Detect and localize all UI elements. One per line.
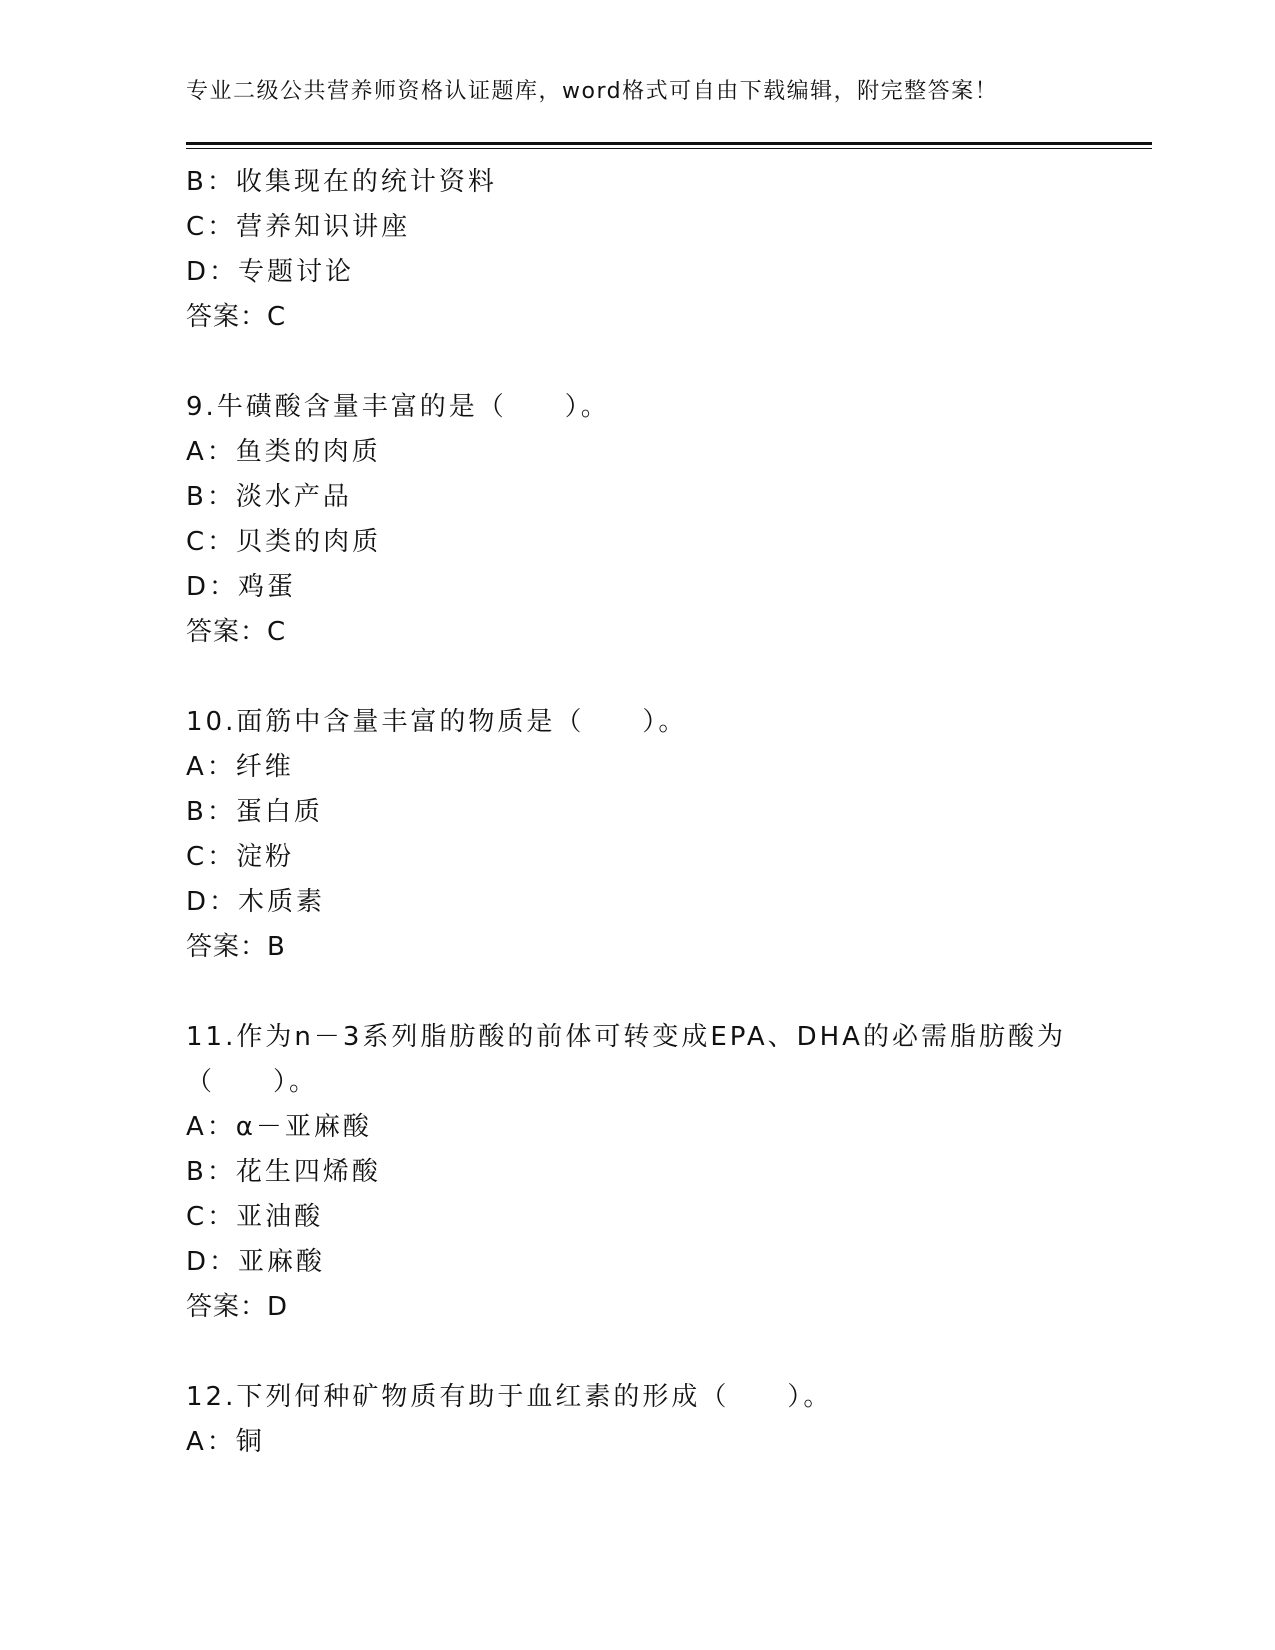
option-item: D：专题讨论 [186,257,355,287]
option-item: B：花生四烯酸 [186,1157,381,1187]
header-rule-thin [186,148,1152,149]
option-item: B：收集现在的统计资料 [186,167,497,197]
question-stem: 10.面筋中含量丰富的物质是（ ）。 [186,707,688,737]
option-item: A：纤维 [186,752,294,782]
answer-line: 答案：C [186,617,287,647]
option-item: C：营养知识讲座 [186,212,411,242]
spacer [186,970,1086,1015]
option-item: D：木质素 [186,887,326,917]
question-stem: 12.下列何种矿物质有助于血红素的形成（ ）。 [186,1382,833,1412]
option-item: B：淡水产品 [186,482,352,512]
option-item: C：淀粉 [186,842,295,872]
option-item: A：α－亚麻酸 [186,1112,372,1142]
option-item: C：亚油酸 [186,1202,324,1232]
spacer [186,655,1086,700]
option-item: C：贝类的肉质 [186,527,382,557]
spacer [186,340,1086,385]
answer-line: 答案：B [186,932,286,962]
answer-line: 答案：D [186,1292,289,1322]
page-header: 专业二级公共营养师资格认证题库，word格式可自由下载编辑，附完整答案！ [186,79,999,104]
option-item: A：鱼类的肉质 [186,437,381,467]
question-list [186,160,1086,1465]
question-stem: 11.作为n－3系列脂肪酸的前体可转变成EPA、DHA的必需脂肪酸为（ ）。 [186,1022,1066,1097]
option-item: D：亚麻酸 [186,1247,326,1277]
option-item: A：铜 [186,1427,265,1457]
answer-line: 答案：C [186,302,287,332]
option-item: B：蛋白质 [186,797,323,827]
spacer [186,1330,1086,1375]
header-rule-thick [186,142,1152,145]
option-item: D：鸡蛋 [186,572,297,602]
question-stem: 9.牛磺酸含量丰富的是（ ）。 [186,392,610,422]
